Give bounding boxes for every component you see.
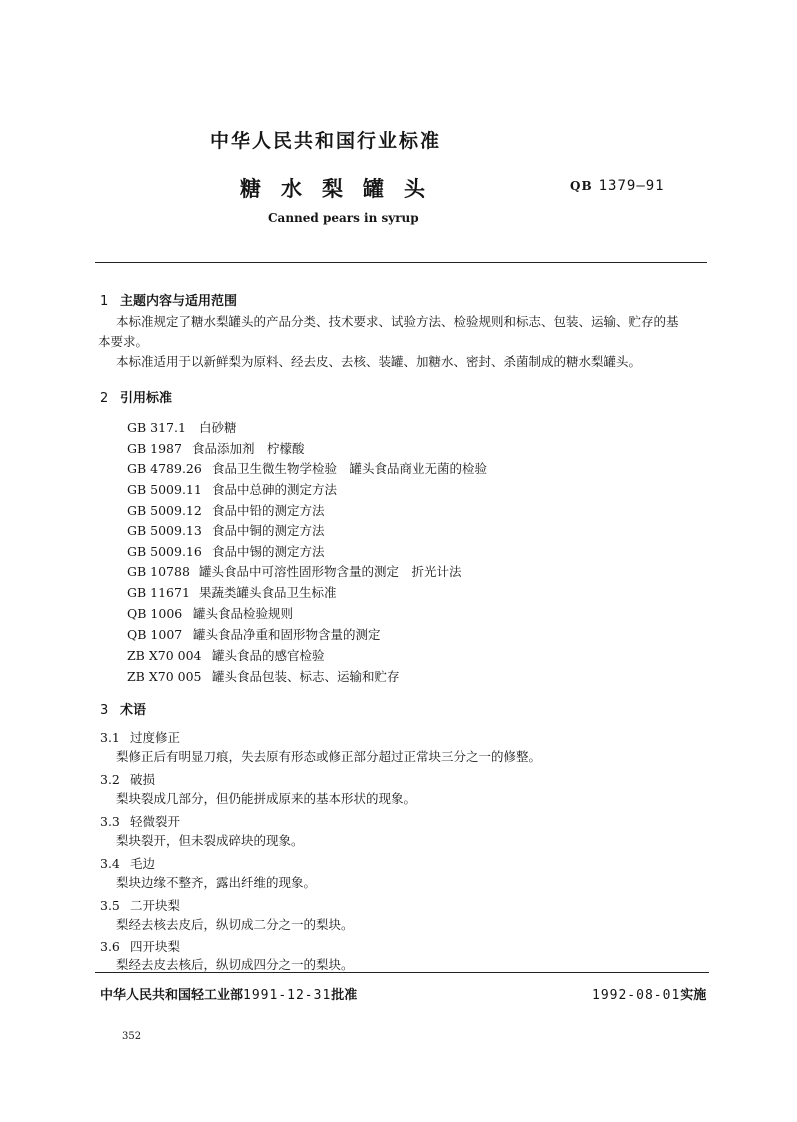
reference-code: ZB X70 005 <box>127 669 202 684</box>
reference-title: 罐头食品中可溶性固形物含量的测定 折光计法 <box>199 564 462 579</box>
term-definition: 梨经去皮去核后，纵切成四分之一的梨块。 <box>116 957 354 972</box>
section-title: 主题内容与适用范围 <box>120 294 238 309</box>
issuer: 中华人民共和国轻工业部 <box>100 988 244 1003</box>
section-2-heading <box>100 387 172 406</box>
reference-title: 白砂糖 <box>199 420 237 435</box>
section-number: 3 <box>100 703 109 718</box>
issuing-category-title: 中华人民共和国行业标准 <box>210 130 442 152</box>
term-name: 四开块梨 <box>130 939 181 954</box>
reference-item <box>127 418 237 436</box>
reference-code: GB 5009.13 <box>127 523 202 538</box>
effective-suffix: 实施 <box>680 988 707 1003</box>
reference-code: QB 1007 <box>127 627 183 642</box>
reference-item <box>127 439 305 457</box>
reference-code: GB 5009.12 <box>127 503 202 518</box>
section-1-heading <box>100 290 237 309</box>
reference-code: GB 5009.16 <box>127 544 202 559</box>
standard-code-prefix: QB <box>570 179 593 193</box>
term-name: 破损 <box>130 772 156 787</box>
reference-title: 罐头食品包装、标志、运输和贮存 <box>212 669 400 684</box>
term-heading <box>100 939 180 954</box>
term-name: 过度修正 <box>130 730 181 745</box>
reference-title: 罐头食品检验规则 <box>193 606 294 621</box>
section-title: 引用标准 <box>120 391 173 406</box>
section-number: 2 <box>100 391 109 406</box>
term-heading <box>100 814 180 829</box>
term-heading <box>100 856 155 871</box>
term-definition: 梨块裂开，但未裂成碎块的现象。 <box>116 833 304 848</box>
reference-item <box>127 562 462 580</box>
reference-title: 食品中铜的测定方法 <box>212 523 325 538</box>
reference-title: 食品卫生微生物学检验 罐头食品商业无菌的检验 <box>212 461 488 476</box>
reference-item <box>127 542 325 560</box>
reference-code: QB 1006 <box>127 606 183 621</box>
reference-title: 食品添加剂 柠檬酸 <box>192 441 305 456</box>
issue-date: 1991-12-31 <box>243 988 332 1003</box>
reference-title: 食品中铅的测定方法 <box>212 503 325 518</box>
reference-code: GB 10788 <box>127 564 190 579</box>
section-1-para-1-line-2: 本要求。 <box>98 334 149 349</box>
reference-title: 罐头食品净重和固形物含量的测定 <box>193 627 381 642</box>
effective-date: 1992-08-01 <box>592 988 681 1003</box>
reference-code: GB 11671 <box>127 585 190 600</box>
reference-title: 食品中总砷的测定方法 <box>212 482 338 497</box>
term-definition: 梨块边缘不整齐，露出纤维的现象。 <box>116 875 317 890</box>
reference-item <box>127 646 325 664</box>
reference-item <box>127 583 337 601</box>
standard-code-number: 1379—91 <box>598 178 665 194</box>
term-number: 3.6 <box>100 939 120 954</box>
reference-item <box>127 501 325 519</box>
term-number: 3.1 <box>100 730 120 745</box>
reference-item <box>127 625 381 643</box>
term-number: 3.4 <box>100 856 120 871</box>
section-title: 术语 <box>120 703 147 718</box>
reference-title: 果蔬类罐头食品卫生标准 <box>199 585 337 600</box>
term-definition: 梨经去核去皮后，纵切成二分之一的梨块。 <box>116 917 354 932</box>
issue-suffix: 批准 <box>331 988 358 1003</box>
page-number: 352 <box>122 1031 142 1042</box>
reference-title: 食品中锡的测定方法 <box>212 544 325 559</box>
standard-code <box>570 178 665 194</box>
reference-item <box>127 667 400 685</box>
term-name: 毛边 <box>130 856 156 871</box>
reference-code: GB 5009.11 <box>127 482 202 497</box>
reference-code: GB 317.1 <box>127 420 186 435</box>
footer-divider <box>95 972 709 973</box>
reference-item <box>127 521 325 539</box>
section-1-para-1-line-1: 本标准规定了糖水梨罐头的产品分类、技术要求、试验方法、检验规则和标志、包装、运输、贮存的基 <box>116 314 679 329</box>
term-number: 3.3 <box>100 814 120 829</box>
effective-line <box>592 984 706 1003</box>
standard-title: 糖水梨罐头 <box>240 177 445 201</box>
header-divider <box>95 262 707 263</box>
section-3-heading <box>100 699 146 718</box>
term-heading <box>100 898 180 913</box>
term-heading <box>100 772 155 787</box>
reference-code: GB 1987 <box>127 441 182 456</box>
reference-item <box>127 480 337 498</box>
term-definition: 梨块裂成几部分，但仍能拼成原来的基本形状的现象。 <box>116 791 417 806</box>
section-number: 1 <box>100 294 109 309</box>
section-1-para-2: 本标准适用于以新鲜梨为原料、经去皮、去核、装罐、加糖水、密封、杀菌制成的糖水梨罐头。 <box>116 354 642 369</box>
term-name: 轻微裂开 <box>130 814 181 829</box>
approval-line <box>100 984 357 1003</box>
term-number: 3.2 <box>100 772 120 787</box>
reference-title: 罐头食品的感官检验 <box>212 648 325 663</box>
reference-item <box>127 459 487 477</box>
reference-code: GB 4789.26 <box>127 461 202 476</box>
term-heading <box>100 730 180 745</box>
reference-item <box>127 604 293 622</box>
term-name: 二开块梨 <box>130 898 181 913</box>
term-number: 3.5 <box>100 898 120 913</box>
term-definition: 梨修正后有明显刀痕，失去原有形态或修正部分超过正常块三分之一的修整。 <box>116 749 542 764</box>
reference-code: ZB X70 004 <box>127 648 202 663</box>
english-subtitle: Canned pears in syrup <box>268 211 419 225</box>
